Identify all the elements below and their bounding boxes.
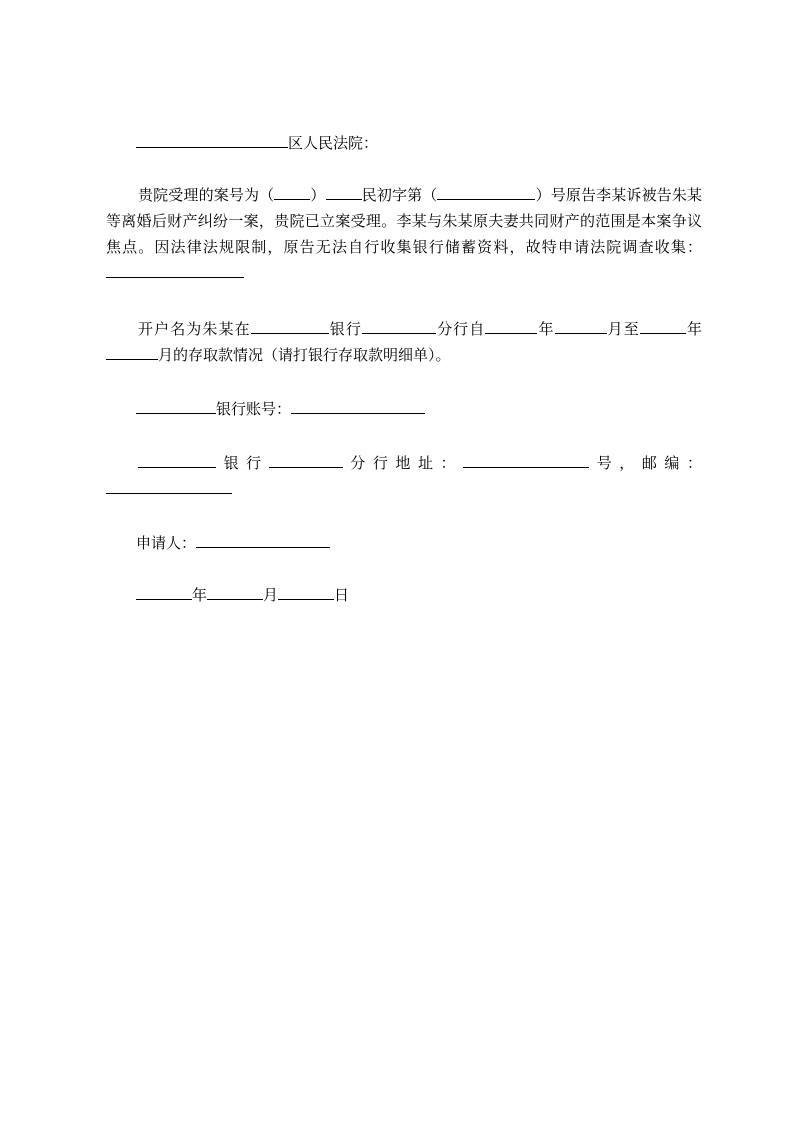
start-year-label: 年 xyxy=(537,320,555,338)
end-month-blank[interactable] xyxy=(106,344,158,360)
case-number-prefix: 贵院受理的案号为（ xyxy=(138,186,275,204)
date-month-blank[interactable] xyxy=(207,584,263,600)
case-court-blank[interactable] xyxy=(326,184,362,200)
applicant-line xyxy=(136,532,330,552)
branch-address-paragraph xyxy=(106,450,702,502)
collection-item-blank[interactable] xyxy=(106,262,244,278)
branch-name-blank[interactable] xyxy=(362,318,436,334)
account-paragraph xyxy=(106,316,702,368)
applicant-label: 申请人： xyxy=(136,534,197,552)
court-suffix: 区人民法院： xyxy=(288,134,379,152)
end-year-blank[interactable] xyxy=(640,318,686,334)
end-month-text: 月的存取款情况（请打银行存取款明细单）。 xyxy=(158,346,451,364)
account-holder-text: 开户名为朱某在 xyxy=(138,320,251,338)
date-month-label: 月 xyxy=(263,586,279,604)
bank-name-blank[interactable] xyxy=(251,318,329,334)
address-branch-blank[interactable] xyxy=(269,452,343,468)
applicant-blank[interactable] xyxy=(196,532,330,548)
end-year-label: 年 xyxy=(685,320,702,338)
branch-from-label: 分行自 xyxy=(435,320,486,338)
bank-label: 银行 xyxy=(328,320,362,338)
date-line xyxy=(136,584,349,604)
case-year-blank[interactable] xyxy=(274,184,310,200)
date-year-label: 年 xyxy=(192,586,208,604)
account-number-line xyxy=(136,398,425,418)
postcode-blank[interactable] xyxy=(106,478,232,494)
start-year-blank[interactable] xyxy=(485,318,537,334)
account-number-blank[interactable] xyxy=(291,398,425,414)
address-bank-label: 银行 xyxy=(216,454,269,472)
branch-address-blank[interactable] xyxy=(463,452,589,468)
date-day-label: 日 xyxy=(334,586,350,604)
date-year-blank[interactable] xyxy=(136,584,192,600)
request-paragraph xyxy=(106,182,702,286)
account-number-label: 银行账号： xyxy=(216,400,292,418)
branch-address-label: 分行地址： xyxy=(342,454,464,472)
case-number-close: ） xyxy=(310,186,326,204)
account-bank-blank[interactable] xyxy=(136,398,216,414)
court-line xyxy=(136,132,378,152)
start-month-blank[interactable] xyxy=(555,318,607,334)
date-day-blank[interactable] xyxy=(278,584,334,600)
case-description: ）号原告李某诉被告朱某等离婚后财产纠纷一案，贵院已立案受理。李某与朱某原夫妻共同财产的范围是本案争议焦点。因法律法规限制，原告无法自行收集银行储蓄资料，故特申请法院调查收集： xyxy=(106,186,702,256)
start-month-label: 月至 xyxy=(606,320,640,338)
court-name-blank[interactable] xyxy=(136,132,288,148)
case-serial-blank[interactable] xyxy=(437,184,535,200)
postcode-label: 号，邮编： xyxy=(589,454,702,472)
case-type-text: 民初字第（ xyxy=(361,186,438,204)
address-bank-blank[interactable] xyxy=(138,452,216,468)
